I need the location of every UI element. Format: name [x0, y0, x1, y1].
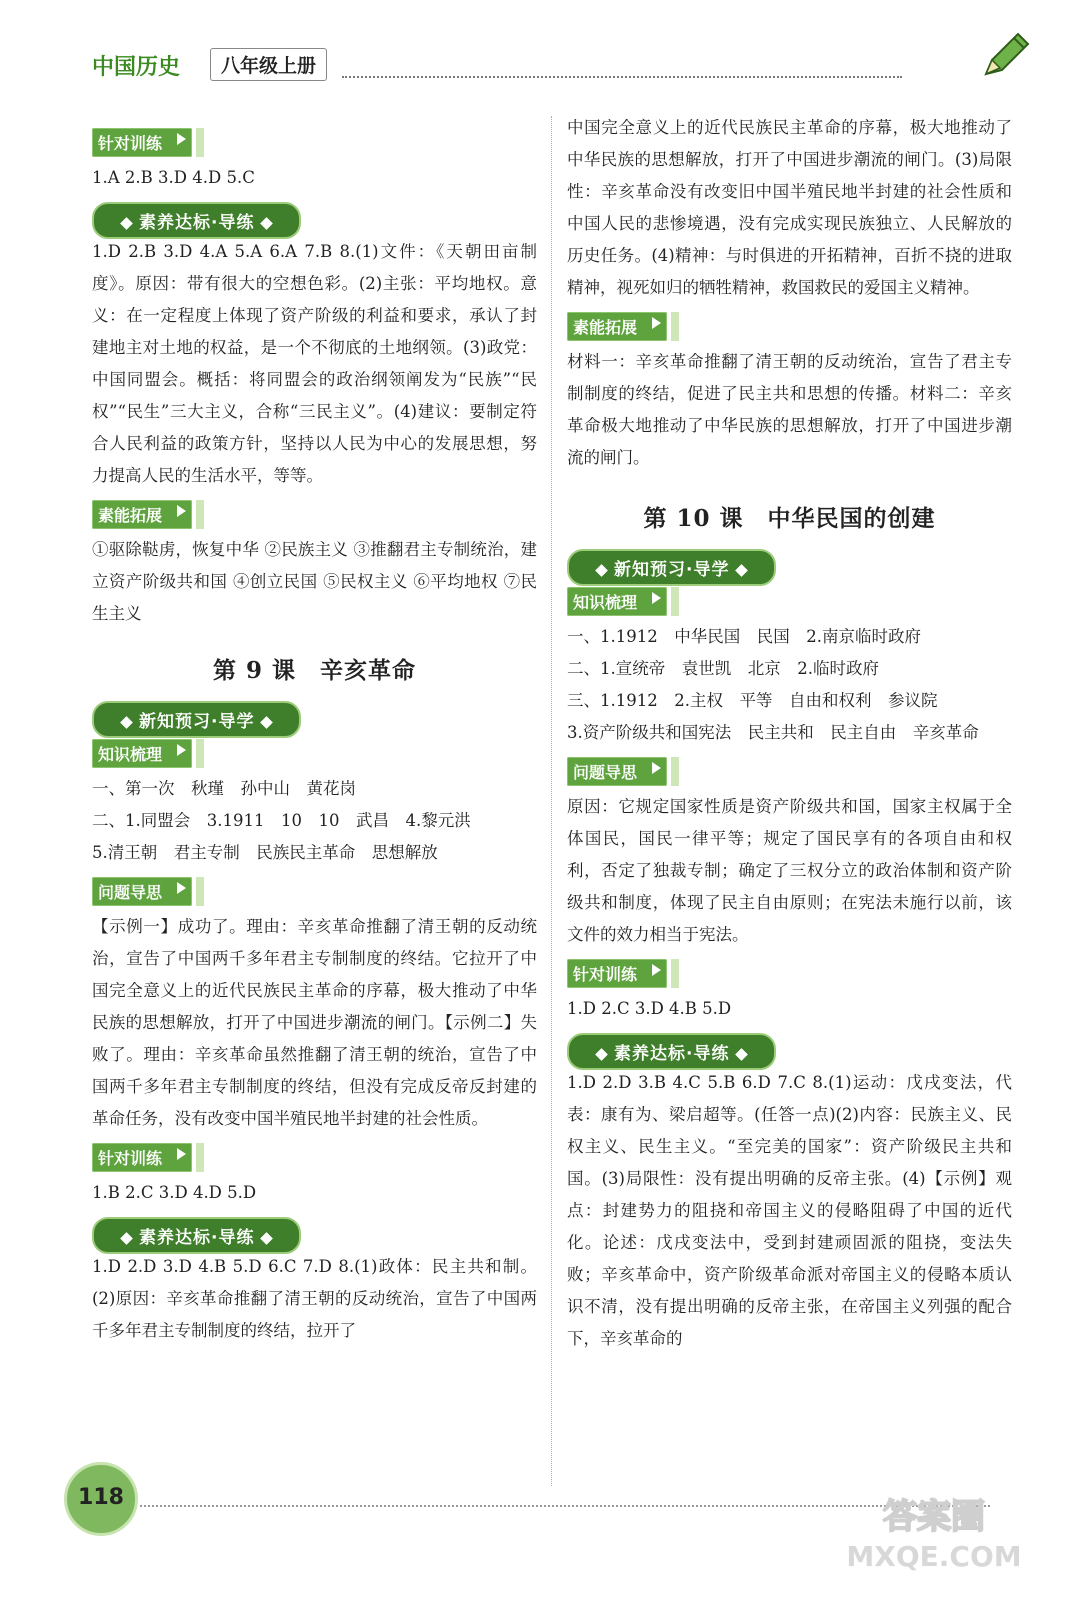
- right-column: [567, 112, 1012, 1355]
- answer-line: 5.清王朝 君主专制 民族民主革命 思想解放: [92, 843, 438, 862]
- answer-text: 1.A 2.B 3.D 4.D 5.C: [92, 168, 255, 187]
- answer-text: 中国完全意义上的近代民族民主革命的序幕，极大地推动了中华民族的思想解放，打开了中国进步潮流的闸门。(3)局限性：辛亥革命没有改变旧中国半殖民地半封建的社会性质和中国人民的悲惨境遇，没有完成实现民族独立、人民解放的历史任务。(4)精神：与时俱进的开拓精神，百折不挠的进取精神，视死如归的牺牲精神，救国救民的爱国主义精神。: [567, 118, 1012, 297]
- diamond-icon: [261, 217, 274, 230]
- section-tag: 素能拓展: [567, 312, 667, 341]
- answer-text: 原因：它规定国家性质是资产阶级共和国，国家主权属于全体国民，国民一律平等；规定了国民享有的各项自由和权利，否定了独裁专制；确定了三权分立的政治体制和资产阶级共和制度，体现了民主自由原则；在宪法未施行以前，该文件的效力相当于宪法。: [567, 797, 1012, 944]
- diamond-icon: [261, 716, 274, 729]
- pen-icon: [978, 30, 1034, 84]
- answer-line: 一、第一次 秋瑾 孙中山 黄花岗: [92, 779, 356, 798]
- play-arrow-icon: [177, 133, 186, 145]
- answer-text: 1.B 2.C 3.D 4.D 5.D: [92, 1183, 257, 1202]
- answer-text: 1.D 2.B 3.D 4.A 5.A 6.A 7.B 8.(1)文件：《天朝田亩制度》。原因：带有很大的空想色彩。(2)主张：平均地权。意义：在一定程度上体现了资产阶级的利益和要求，承认了封建地主对土地的权益，是一个不彻底的土地纲领。(3)政党：中国同盟会。概括：将同盟会的政治纲领阐发为“民族”“民权”“民生”三大主义，合称“三民主义”。(4)建议：要制定符合人民利益的政策方针，坚持以人民为中心的发展思想，努力提高人民的生活水平，等等。: [92, 242, 537, 485]
- diamond-icon: [120, 716, 133, 729]
- answer-line: 二、1.同盟会 3.1911 10 10 武昌 4.黎元洪: [92, 811, 471, 830]
- answer-text: 1.D 2.D 3.D 4.B 5.D 6.C 7.D 8.(1)政体：民主共和制。(2)原因：辛亥革命推翻了清王朝的反动统治，宣告了中国两千多年君主专制制度的终结，拉开了: [92, 1257, 537, 1340]
- play-arrow-icon: [652, 964, 661, 976]
- diamond-icon: [261, 1232, 274, 1245]
- answer-text: 1.D 2.C 3.D 4.B 5.D: [567, 999, 732, 1018]
- subject-title: 中国历史: [92, 55, 181, 80]
- watermark-line2: MXQE.COM: [846, 1540, 1022, 1573]
- lesson-title: 第 10 课 中华民国的创建: [643, 505, 936, 532]
- play-arrow-icon: [177, 744, 186, 756]
- watermark-logo: [824, 1480, 1044, 1580]
- page-number-badge: [64, 1462, 138, 1536]
- section-tag: 针对训练: [92, 1143, 192, 1172]
- section-pill: 新知预习·导学: [92, 701, 301, 738]
- section-tag: 知识梳理: [92, 739, 192, 768]
- lesson-title: 第 9 课 辛亥革命: [212, 657, 417, 684]
- answer-line: 3.资产阶级共和国宪法 民主共和 民主自由 辛亥革命: [567, 723, 979, 742]
- diamond-icon: [736, 564, 749, 577]
- play-arrow-icon: [177, 505, 186, 517]
- answer-text: 材料一：辛亥革命推翻了清王朝的反动统治，宣告了君主专制制度的终结，促进了民主共和思想的传播。材料二：辛亥革命极大地推动了中华民族的思想解放，打开了中国进步潮流的闸门。: [567, 352, 1012, 467]
- section-tag: 针对训练: [567, 959, 667, 988]
- play-arrow-icon: [177, 1148, 186, 1160]
- diamond-icon: [120, 1232, 133, 1245]
- left-column: [92, 120, 537, 1347]
- answer-text: 1.D 2.D 3.B 4.C 5.B 6.D 7.C 8.(1)运动：戊戌变法，代表：康有为、梁启超等。(任答一点)(2)内容：民族主义、民权主义、民生主义。“至完美的国家”：资产阶级民主共和国。(3)局限性：没有提出明确的反帝主张。(4)【示例】观点：封建势力的阻挠和帝国主义的侵略阻碍了中国的近代化。论述：戊戌变法中，受到封建顽固派的阻挠，变法失败；辛亥革命中，资产阶级革命派对帝国主义的侵略本质认识不清，没有提出明确的反帝主张，在帝国主义列强的配合下，辛亥革命的: [567, 1073, 1012, 1348]
- diamond-icon: [736, 1048, 749, 1061]
- section-tag: 问题导思: [567, 757, 667, 786]
- section-pill: 素养达标·导练: [92, 1217, 301, 1254]
- header-dotted-line: [342, 76, 902, 78]
- diamond-icon: [120, 217, 133, 230]
- answer-line: 二、1.宣统帝 袁世凯 北京 2.临时政府: [567, 659, 879, 678]
- section-pill: 新知预习·导学: [567, 549, 776, 586]
- section-tag: 知识梳理: [567, 587, 667, 616]
- play-arrow-icon: [652, 762, 661, 774]
- play-arrow-icon: [652, 317, 661, 329]
- page-header: [92, 50, 1042, 80]
- play-arrow-icon: [652, 592, 661, 604]
- section-tag: 素能拓展: [92, 500, 192, 529]
- answer-line: 一、1.1912 中华民国 民国 2.南京临时政府: [567, 627, 921, 646]
- play-arrow-icon: [177, 882, 186, 894]
- diamond-icon: [595, 1048, 608, 1061]
- section-pill: 素养达标·导练: [92, 202, 301, 239]
- answer-line: 三、1.1912 2.主权 平等 自由和权利 参议院: [567, 691, 938, 710]
- page-number: 118: [78, 1485, 124, 1510]
- column-divider: [551, 116, 552, 1486]
- diamond-icon: [595, 564, 608, 577]
- watermark-line1: 答案圈: [883, 1497, 985, 1537]
- section-tag: 针对训练: [92, 128, 192, 157]
- answer-text: 【示例一】成功了。理由：辛亥革命推翻了清王朝的反动统治，宣告了中国两千多年君主专制制度的终结。它拉开了中国完全意义上的近代民族民主革命的序幕，极大推动了中华民族的思想解放，打开了中国进步潮流的闸门。【示例二】失败了。理由：辛亥革命虽然推翻了清王朝的统治，宣告了中国两千多年君主专制制度的终结，但没有完成反帝反封建的革命任务，没有改变中国半殖民地半封建的社会性质。: [92, 917, 537, 1128]
- section-pill: 素养达标·导练: [567, 1033, 776, 1070]
- section-tag: 问题导思: [92, 877, 192, 906]
- grade-label: 八年级上册: [210, 48, 327, 81]
- answer-text: ①驱除鞑虏，恢复中华 ②民族主义 ③推翻君主专制统治，建立资产阶级共和国 ④创立民国 ⑤民权主义 ⑥平均地权 ⑦民生主义: [92, 540, 537, 623]
